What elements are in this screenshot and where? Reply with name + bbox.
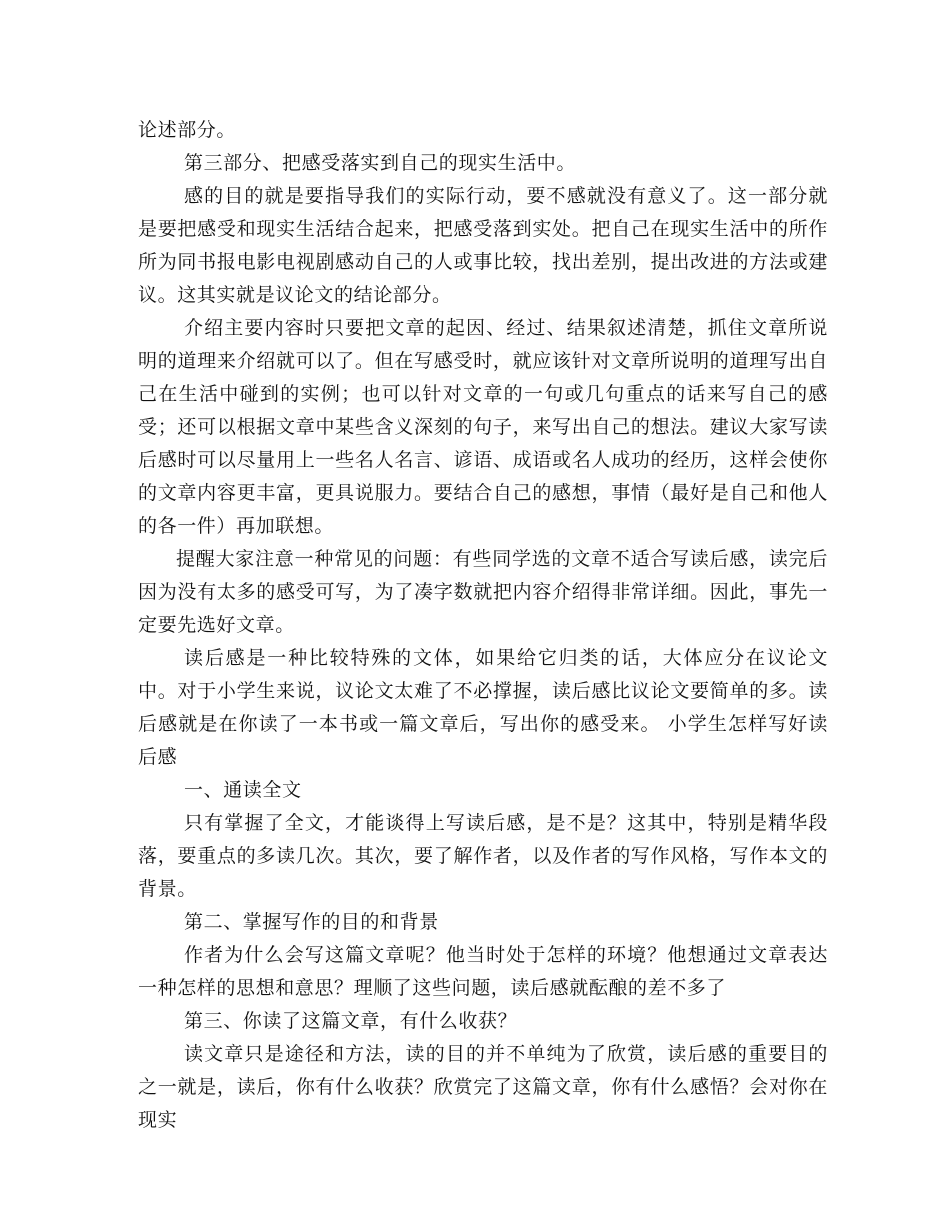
paragraph: 提醒大家注意一种常见的问题：有些同学选的文章不适合写读后感，读完后因为没有太多的感受可写，为了凑字数就把内容介绍得非常详细。因此，事先一定要先选好文章。 — [138, 548, 828, 636]
section-heading: 一、通读全文 — [184, 779, 302, 801]
section-heading: 第三、你读了这篇文章，有什么收获？ — [184, 1010, 518, 1032]
paragraph: 读文章只是途径和方法，读的目的并不单纯为了欣赏，读后感的重要目的之一就是，读后，你有什么收获？欣赏完了这篇文章，你有什么感悟？会对你在现实 — [138, 1043, 828, 1131]
paragraph: 作者为什么会写这篇文章呢？他当时处于怎样的环境？他想通过文章表达一种怎样的思想和意思？理顺了这些问题，读后感就酝酿的差不多了 — [138, 944, 828, 999]
paragraph: 读后感是一种比较特殊的文体，如果给它归类的话，大体应分在议论文中。对于小学生来说，议论文太难了不必撑握，读后感比议论文要简单的多。读后感就是在你读了一本书或一篇文章后，写出你的感受来。 小学生怎样写好读后感 — [138, 647, 828, 768]
document-body — [138, 114, 828, 1137]
section-heading: 第三部分、把感受落实到自己的现实生活中。 — [184, 152, 577, 174]
section-heading: 第二、掌握写作的目的和背景 — [184, 911, 439, 933]
paragraph: 感的目的就是要指导我们的实际行动，要不感就没有意义了。这一部分就是要把感受和现实生活结合起来，把感受落到实处。把自己在现实生活中的所作所为同书报电影电视剧感动自己的人或事比较，找出差别，提出改进的方法或建议。这其实就是议论文的结论部分。 — [138, 185, 828, 306]
paragraph: 论述部分。 — [138, 119, 237, 141]
paragraph: 介绍主要内容时只要把文章的起因、经过、结果叙述清楚，抓住文章所说明的道理来介绍就可以了。但在写感受时，就应该针对文章所说明的道理写出自己在生活中碰到的实例；也可以针对文章的一句或几句重点的话来写自己的感受；还可以根据文章中某些含义深刻的句子，来写出自己的想法。建议大家写读后感时可以尽量用上一些名人名言、谚语、成语或名人成功的经历，这样会使你的文章内容更丰富，更具说服力。要结合自己的感想，事情（最好是自己和他人的各一件）再加联想。 — [138, 317, 828, 537]
paragraph: 只有掌握了全文，才能谈得上写读后感，是不是？这其中，特别是精华段落，要重点的多读几次。其次，要了解作者，以及作者的写作风格，写作本文的背景。 — [138, 812, 828, 900]
